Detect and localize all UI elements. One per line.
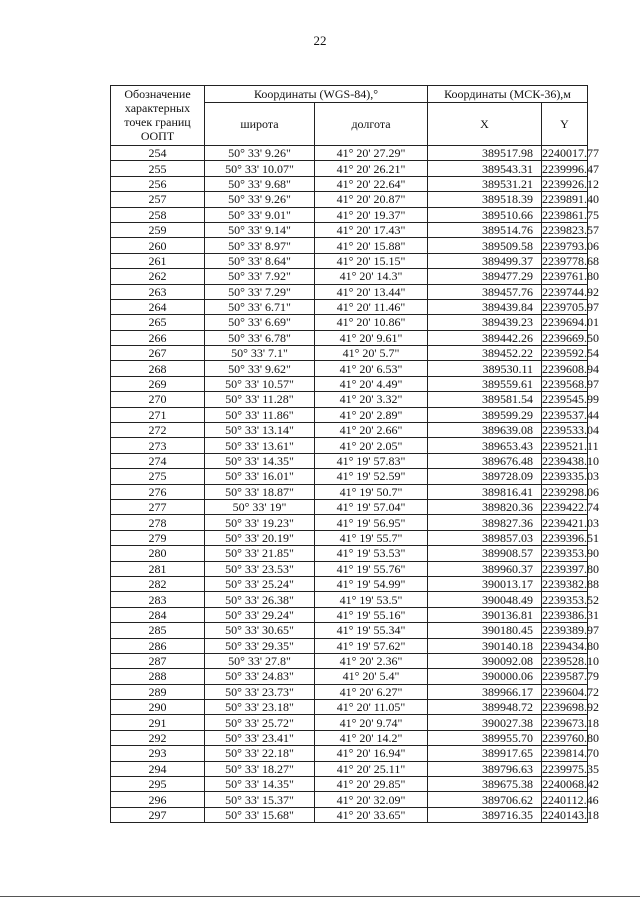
longitude-cell: 41° 20' 32.09" <box>315 792 428 807</box>
coordinates-table-container <box>110 85 600 823</box>
latitude-cell: 50° 33' 13.14" <box>205 423 315 438</box>
y-coordinate-cell: 2239389.97 <box>542 623 600 638</box>
point-number-cell: 291 <box>111 715 205 730</box>
table-row <box>111 222 588 237</box>
longitude-cell: 41° 19' 56.95" <box>315 515 428 530</box>
point-number-cell: 289 <box>111 684 205 699</box>
table-row <box>111 515 588 530</box>
y-coordinate-cell: 2239673.18 <box>542 715 600 730</box>
point-number-cell: 292 <box>111 730 205 745</box>
point-number-cell: 255 <box>111 161 205 176</box>
table-row <box>111 807 588 822</box>
longitude-cell: 41° 20' 10.86" <box>315 315 428 330</box>
table-row <box>111 761 588 776</box>
longitude-cell: 41° 20' 19.37" <box>315 207 428 222</box>
y-coordinate-cell: 2239761.80 <box>542 269 600 284</box>
y-coordinate-cell: 2239434.80 <box>542 638 600 653</box>
coordinates-table <box>110 85 600 823</box>
x-coordinate-cell: 389439.84 <box>428 299 542 314</box>
x-coordinate-cell: 389457.76 <box>428 284 542 299</box>
x-coordinate-cell: 390048.49 <box>428 592 542 607</box>
y-coordinate-cell: 2239382.88 <box>542 577 600 592</box>
latitude-cell: 50° 33' 25.24" <box>205 576 315 591</box>
x-coordinate-cell: 389955.70 <box>428 730 542 745</box>
longitude-cell: 41° 20' 9.61" <box>315 330 428 345</box>
latitude-cell: 50° 33' 24.83" <box>205 669 315 684</box>
x-coordinate-cell: 389530.11 <box>428 361 542 376</box>
x-coordinate-cell: 389716.35 <box>428 807 542 822</box>
x-coordinate-cell: 390180.45 <box>428 623 542 638</box>
longitude-cell: 41° 20' 9.74" <box>315 715 428 730</box>
latitude-cell: 50° 33' 23.41" <box>205 730 315 745</box>
longitude-cell: 41° 19' 57.62" <box>315 638 428 653</box>
point-number-cell: 278 <box>111 515 205 530</box>
longitude-cell: 41° 19' 57.83" <box>315 453 428 468</box>
latitude-cell: 50° 33' 14.35" <box>205 777 315 792</box>
x-coordinate-cell: 390140.18 <box>428 638 542 653</box>
x-coordinate-cell: 389599.29 <box>428 407 542 422</box>
x-coordinate-cell: 389439.23 <box>428 315 542 330</box>
point-number-cell: 262 <box>111 269 205 284</box>
table-row <box>111 607 588 622</box>
table-row <box>111 499 588 514</box>
longitude-cell: 41° 20' 6.53" <box>315 361 428 376</box>
longitude-cell: 41° 20' 11.05" <box>315 700 428 715</box>
latitude-cell: 50° 33' 9.14" <box>205 222 315 237</box>
table-row <box>111 392 588 407</box>
point-number-cell: 271 <box>111 407 205 422</box>
table-row <box>111 746 588 761</box>
y-coordinate-cell: 2239975.35 <box>542 761 600 776</box>
latitude-cell: 50° 33' 7.1" <box>205 346 315 361</box>
longitude-cell: 41° 19' 52.59" <box>315 469 428 484</box>
header-longitude: долгота <box>315 103 428 146</box>
y-coordinate-cell: 2239396.51 <box>542 530 600 545</box>
latitude-cell: 50° 33' 14.35" <box>205 453 315 468</box>
latitude-cell: 50° 33' 6.78" <box>205 330 315 345</box>
page-bottom-rule <box>0 896 640 897</box>
latitude-cell: 50° 33' 23.18" <box>205 700 315 715</box>
x-coordinate-cell: 389960.37 <box>428 561 542 576</box>
latitude-cell: 50° 33' 23.53" <box>205 561 315 576</box>
longitude-cell: 41° 20' 27.29" <box>315 146 428 161</box>
table-row <box>111 792 588 807</box>
table-row <box>111 638 588 653</box>
x-coordinate-cell: 389676.48 <box>428 453 542 468</box>
x-coordinate-cell: 389675.38 <box>428 777 542 792</box>
point-number-cell: 274 <box>111 453 205 468</box>
latitude-cell: 50° 33' 29.24" <box>205 607 315 622</box>
latitude-cell: 50° 33' 29.35" <box>205 638 315 653</box>
latitude-cell: 50° 33' 8.64" <box>205 253 315 268</box>
longitude-cell: 41° 20' 16.94" <box>315 746 428 761</box>
y-coordinate-cell: 2240017.77 <box>542 146 600 161</box>
latitude-cell: 50° 33' 6.71" <box>205 299 315 314</box>
table-row <box>111 423 588 438</box>
header-point-label: Обозначение характерных точек границ ООПТ <box>111 86 205 146</box>
point-number-cell: 290 <box>111 700 205 715</box>
point-number-cell: 295 <box>111 777 205 792</box>
latitude-cell: 50° 33' 23.73" <box>205 684 315 699</box>
x-coordinate-cell: 390000.06 <box>428 669 542 684</box>
y-coordinate-cell: 2239335.03 <box>542 469 600 484</box>
y-coordinate-cell: 2239533.04 <box>542 423 600 438</box>
y-coordinate-cell: 2239353.52 <box>542 592 600 607</box>
longitude-cell: 41° 20' 5.4" <box>315 669 428 684</box>
x-coordinate-cell: 389966.17 <box>428 684 542 699</box>
y-coordinate-cell: 2240112.46 <box>542 792 599 807</box>
longitude-cell: 41° 20' 25.11" <box>315 761 428 776</box>
point-number-cell: 272 <box>111 423 205 438</box>
latitude-cell: 50° 33' 13.61" <box>205 438 315 453</box>
y-coordinate-cell: 2239760.80 <box>542 731 600 746</box>
y-coordinate-cell: 2239592.54 <box>542 346 600 361</box>
y-coordinate-cell: 2240143.18 <box>542 807 600 822</box>
longitude-cell: 41° 19' 53.5" <box>315 592 428 607</box>
y-coordinate-cell: 2239793.06 <box>542 238 600 253</box>
longitude-cell: 41° 20' 6.27" <box>315 684 428 699</box>
point-number-cell: 273 <box>111 438 205 453</box>
longitude-cell: 41° 20' 20.87" <box>315 192 428 207</box>
x-coordinate-cell: 389477.29 <box>428 269 542 284</box>
point-number-cell: 288 <box>111 669 205 684</box>
latitude-cell: 50° 33' 20.19" <box>205 530 315 545</box>
point-number-cell: 259 <box>111 222 205 237</box>
point-number-cell: 269 <box>111 376 205 391</box>
longitude-cell: 41° 20' 15.88" <box>315 238 428 253</box>
page-number: 22 <box>313 33 327 48</box>
table-row <box>111 330 588 345</box>
x-coordinate-cell: 390092.08 <box>428 653 542 668</box>
point-number-cell: 284 <box>111 607 205 622</box>
latitude-cell: 50° 33' 11.28" <box>205 392 315 407</box>
table-row <box>111 438 588 453</box>
point-number-cell: 270 <box>111 392 205 407</box>
longitude-cell: 41° 20' 4.49" <box>315 376 428 391</box>
longitude-cell: 41° 20' 2.36" <box>315 653 428 668</box>
table-row <box>111 700 588 715</box>
table-row <box>111 269 588 284</box>
latitude-cell: 50° 33' 15.37" <box>205 792 315 807</box>
latitude-cell: 50° 33' 30.65" <box>205 623 315 638</box>
longitude-cell: 41° 19' 55.76" <box>315 561 428 576</box>
table-row <box>111 315 588 330</box>
x-coordinate-cell: 389510.66 <box>428 207 542 222</box>
y-coordinate-cell: 2239705.97 <box>542 300 600 315</box>
table-row <box>111 453 588 468</box>
y-coordinate-cell: 2239298.06 <box>542 484 600 499</box>
y-coordinate-cell: 2239537.44 <box>542 407 600 422</box>
latitude-cell: 50° 33' 9.68" <box>205 176 315 191</box>
y-coordinate-cell: 2239778.68 <box>542 253 600 268</box>
latitude-cell: 50° 33' 19.23" <box>205 515 315 530</box>
x-coordinate-cell: 389518.39 <box>428 192 542 207</box>
header-latitude: широта <box>205 103 315 146</box>
table-row <box>111 469 588 484</box>
longitude-cell: 41° 20' 33.65" <box>315 807 428 822</box>
latitude-cell: 50° 33' 11.86" <box>205 407 315 422</box>
y-coordinate-cell: 2239861.75 <box>542 207 600 222</box>
latitude-cell: 50° 33' 21.85" <box>205 546 315 561</box>
longitude-cell: 41° 20' 3.32" <box>315 392 428 407</box>
point-number-cell: 294 <box>111 761 205 776</box>
latitude-cell: 50° 33' 22.18" <box>205 746 315 761</box>
table-row <box>111 484 588 499</box>
longitude-cell: 41° 20' 26.21" <box>315 161 428 176</box>
header-wgs-group: Координаты (WGS-84),° <box>205 86 428 103</box>
header-y: Y <box>542 103 588 146</box>
latitude-cell: 50° 33' 18.27" <box>205 761 315 776</box>
table-row <box>111 546 588 561</box>
point-number-cell: 286 <box>111 638 205 653</box>
latitude-cell: 50° 33' 26.38" <box>205 592 315 607</box>
x-coordinate-cell: 389816.41 <box>428 484 542 499</box>
table-row <box>111 669 588 684</box>
point-number-cell: 276 <box>111 484 205 499</box>
latitude-cell: 50° 33' 7.92" <box>205 269 315 284</box>
table-body <box>111 146 600 823</box>
x-coordinate-cell: 389499.37 <box>428 253 542 268</box>
x-coordinate-cell: 390136.81 <box>428 607 542 622</box>
latitude-cell: 50° 33' 7.29" <box>205 284 315 299</box>
latitude-cell: 50° 33' 9.26" <box>205 192 315 207</box>
longitude-cell: 41° 20' 13.44" <box>315 284 428 299</box>
point-number-cell: 281 <box>111 561 205 576</box>
table-row <box>111 192 588 207</box>
latitude-cell: 50° 33' 6.69" <box>205 315 315 330</box>
point-number-cell: 275 <box>111 469 205 484</box>
y-coordinate-cell: 2239926.12 <box>542 176 600 191</box>
x-coordinate-cell: 389827.36 <box>428 515 542 530</box>
y-coordinate-cell: 2239422.74 <box>542 500 600 515</box>
point-number-cell: 283 <box>111 592 205 607</box>
header-x: X <box>428 103 542 146</box>
x-coordinate-cell: 390013.17 <box>428 576 542 591</box>
point-number-cell: 287 <box>111 653 205 668</box>
x-coordinate-cell: 389706.62 <box>428 792 542 807</box>
x-coordinate-cell: 389857.03 <box>428 530 542 545</box>
latitude-cell: 50° 33' 9.62" <box>205 361 315 376</box>
y-coordinate-cell: 2239891.40 <box>542 192 600 207</box>
latitude-cell: 50° 33' 15.68" <box>205 807 315 822</box>
longitude-cell: 41° 20' 2.89" <box>315 407 428 422</box>
table-row <box>111 253 588 268</box>
longitude-cell: 41° 20' 14.2" <box>315 730 428 745</box>
point-number-cell: 261 <box>111 253 205 268</box>
longitude-cell: 41° 19' 55.34" <box>315 623 428 638</box>
table-row <box>111 730 588 745</box>
table-row <box>111 592 588 607</box>
x-coordinate-cell: 389796.63 <box>428 761 542 776</box>
point-number-cell: 266 <box>111 330 205 345</box>
latitude-cell: 50° 33' 25.72" <box>205 715 315 730</box>
latitude-cell: 50° 33' 10.07" <box>205 161 315 176</box>
longitude-cell: 41° 19' 55.7" <box>315 530 428 545</box>
point-number-cell: 256 <box>111 176 205 191</box>
longitude-cell: 41° 20' 11.46" <box>315 299 428 314</box>
point-number-cell: 257 <box>111 192 205 207</box>
longitude-cell: 41° 20' 2.05" <box>315 438 428 453</box>
point-number-cell: 265 <box>111 315 205 330</box>
point-number-cell: 279 <box>111 530 205 545</box>
longitude-cell: 41° 20' 5.7" <box>315 346 428 361</box>
y-coordinate-cell: 2239669.50 <box>542 330 600 345</box>
header-msk-group: Координаты (МСК-36),м <box>428 86 588 103</box>
x-coordinate-cell: 389639.08 <box>428 423 542 438</box>
table-header <box>111 86 588 146</box>
longitude-cell: 41° 19' 54.99" <box>315 576 428 591</box>
point-number-cell: 260 <box>111 238 205 253</box>
table-row <box>111 238 588 253</box>
longitude-cell: 41° 19' 53.53" <box>315 546 428 561</box>
table-row <box>111 684 588 699</box>
y-coordinate-cell: 2240068.42 <box>542 777 600 792</box>
x-coordinate-cell: 389531.21 <box>428 176 542 191</box>
x-coordinate-cell: 389728.09 <box>428 469 542 484</box>
longitude-cell: 41° 20' 22.64" <box>315 176 428 191</box>
x-coordinate-cell: 389514.76 <box>428 222 542 237</box>
latitude-cell: 50° 33' 8.97" <box>205 238 315 253</box>
longitude-cell: 41° 20' 17.43" <box>315 222 428 237</box>
y-coordinate-cell: 2239438.10 <box>542 454 600 468</box>
x-coordinate-cell: 389820.36 <box>428 499 542 514</box>
point-number-cell: 282 <box>111 576 205 591</box>
longitude-cell: 41° 20' 14.3" <box>315 269 428 284</box>
point-number-cell: 267 <box>111 346 205 361</box>
point-number-cell: 254 <box>111 146 205 161</box>
y-coordinate-cell: 2239823.57 <box>542 223 600 238</box>
table-row <box>111 146 588 161</box>
table-row <box>111 530 588 545</box>
y-coordinate-cell: 2239608.94 <box>542 361 600 376</box>
longitude-cell: 41° 19' 55.16" <box>315 607 428 622</box>
table-row <box>111 623 588 638</box>
point-number-cell: 285 <box>111 623 205 638</box>
longitude-cell: 41° 19' 57.04" <box>315 499 428 514</box>
table-row <box>111 299 588 314</box>
x-coordinate-cell: 390027.38 <box>428 715 542 730</box>
point-number-cell: 297 <box>111 807 205 822</box>
table-row <box>111 284 588 299</box>
y-coordinate-cell: 2239694.01 <box>542 315 600 330</box>
table-row <box>111 715 588 730</box>
y-coordinate-cell: 2239528.10 <box>542 654 600 669</box>
point-number-cell: 268 <box>111 361 205 376</box>
y-coordinate-cell: 2239744.92 <box>542 284 600 299</box>
table-row <box>111 561 588 576</box>
longitude-cell: 41° 19' 50.7" <box>315 484 428 499</box>
point-number-cell: 293 <box>111 746 205 761</box>
y-coordinate-cell: 2239698.92 <box>542 700 600 715</box>
y-coordinate-cell: 2239545.99 <box>542 392 600 407</box>
table-row <box>111 576 588 591</box>
x-coordinate-cell: 389452.22 <box>428 346 542 361</box>
point-number-cell: 277 <box>111 499 205 514</box>
point-number-cell: 264 <box>111 299 205 314</box>
point-number-cell: 280 <box>111 546 205 561</box>
y-coordinate-cell: 2239353.90 <box>542 546 600 561</box>
table-row <box>111 176 588 191</box>
point-number-cell: 296 <box>111 792 205 807</box>
y-coordinate-cell: 2239397.80 <box>542 561 600 576</box>
table-row <box>111 653 588 668</box>
x-coordinate-cell: 389948.72 <box>428 700 542 715</box>
x-coordinate-cell: 389559.61 <box>428 376 542 391</box>
longitude-cell: 41° 20' 15.15" <box>315 253 428 268</box>
latitude-cell: 50° 33' 9.26" <box>205 146 315 161</box>
longitude-cell: 41° 20' 2.66" <box>315 423 428 438</box>
x-coordinate-cell: 389543.31 <box>428 161 542 176</box>
x-coordinate-cell: 389442.26 <box>428 330 542 345</box>
table-row <box>111 407 588 422</box>
x-coordinate-cell: 389908.57 <box>428 546 542 561</box>
y-coordinate-cell: 2239604.72 <box>542 684 600 699</box>
y-coordinate-cell: 2239386.31 <box>542 607 600 622</box>
point-number-cell: 258 <box>111 207 205 222</box>
table-row <box>111 777 588 792</box>
x-coordinate-cell: 389653.43 <box>428 438 542 453</box>
table-row <box>111 346 588 361</box>
x-coordinate-cell: 389517.98 <box>428 146 542 161</box>
point-number-cell: 263 <box>111 284 205 299</box>
latitude-cell: 50° 33' 9.01" <box>205 207 315 222</box>
table-row <box>111 207 588 222</box>
y-coordinate-cell: 2239587.79 <box>542 669 600 684</box>
table-row <box>111 361 588 376</box>
latitude-cell: 50° 33' 18.87" <box>205 484 315 499</box>
latitude-cell: 50° 33' 16.01" <box>205 469 315 484</box>
x-coordinate-cell: 389581.54 <box>428 392 542 407</box>
x-coordinate-cell: 389509.58 <box>428 238 542 253</box>
y-coordinate-cell: 2239568.97 <box>542 377 600 392</box>
latitude-cell: 50° 33' 27.8" <box>205 653 315 668</box>
latitude-cell: 50° 33' 19" <box>205 499 315 514</box>
table-row <box>111 161 588 176</box>
y-coordinate-cell: 2239814.70 <box>542 746 600 761</box>
y-coordinate-cell: 2239996.47 <box>542 161 600 176</box>
y-coordinate-cell: 2239521.11 <box>542 438 599 453</box>
latitude-cell: 50° 33' 10.57" <box>205 376 315 391</box>
longitude-cell: 41° 20' 29.85" <box>315 777 428 792</box>
x-coordinate-cell: 389917.65 <box>428 746 542 761</box>
table-row <box>111 376 588 391</box>
y-coordinate-cell: 2239421.03 <box>542 515 600 530</box>
